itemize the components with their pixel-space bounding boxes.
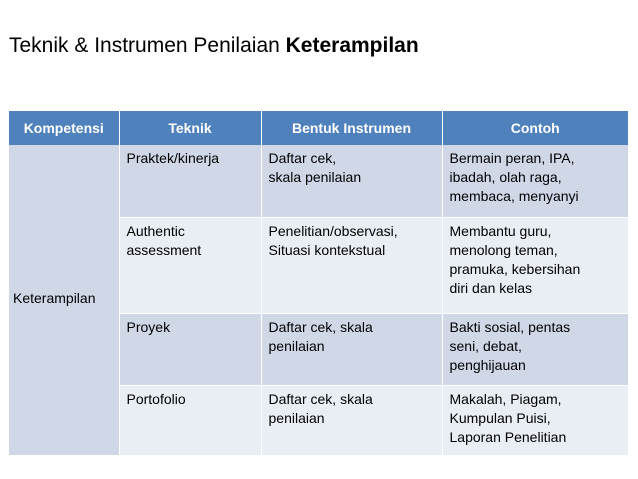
bentuk-line: skala penilaian bbox=[268, 169, 362, 185]
page-title bbox=[9, 33, 419, 59]
bentuk-line: Penelitian/observasi, bbox=[268, 222, 398, 239]
contoh-line: Bermain peran, IPA, bbox=[449, 150, 575, 166]
contoh-cell bbox=[442, 313, 628, 385]
header-kompetensi: Kompetensi bbox=[9, 111, 119, 145]
bentuk-line: penilaian bbox=[268, 337, 325, 354]
header-bentuk-instrumen: Bentuk Instrumen bbox=[261, 111, 442, 145]
contoh-line: Kumpulan Puisi, bbox=[449, 409, 551, 426]
title-bold: Keterampilan bbox=[285, 34, 419, 57]
bentuk-cell bbox=[261, 217, 442, 313]
contoh-line: Makalah, Piagam, bbox=[449, 390, 562, 407]
bentuk-line: Situasi kontekstual bbox=[268, 241, 386, 258]
contoh-cell bbox=[442, 385, 628, 455]
title-plain: Teknik & Instrumen Penilaian bbox=[9, 34, 286, 57]
bentuk-cell bbox=[261, 145, 442, 217]
contoh-line: menolong teman, bbox=[449, 241, 558, 258]
teknik-line: Praktek/kinerja bbox=[126, 150, 220, 166]
contoh-cell bbox=[442, 217, 628, 313]
contoh-cell bbox=[442, 145, 628, 217]
table-header-row bbox=[9, 111, 628, 145]
table-row bbox=[9, 145, 628, 217]
contoh-line: pramuka, kebersihan bbox=[449, 260, 581, 277]
kompetensi-cell: Keterampilan bbox=[9, 145, 119, 455]
teknik-cell bbox=[119, 385, 261, 455]
teknik-line: Proyek bbox=[126, 318, 171, 335]
contoh-line: Laporan Penelitian bbox=[449, 428, 567, 445]
contoh-line: diri dan kelas bbox=[449, 279, 532, 296]
teknik-line: Portofolio bbox=[126, 390, 186, 407]
teknik-cell bbox=[119, 217, 261, 313]
teknik-line: assessment bbox=[126, 241, 202, 258]
bentuk-line: penilaian bbox=[268, 409, 325, 426]
contoh-line: Bakti sosial, pentas bbox=[449, 318, 571, 335]
header-contoh: Contoh bbox=[442, 111, 628, 145]
contoh-line: Membantu guru, bbox=[449, 222, 552, 239]
contoh-line: seni, debat, bbox=[449, 337, 522, 354]
bentuk-cell bbox=[261, 313, 442, 385]
contoh-line: penghijauan bbox=[449, 356, 526, 373]
header-teknik: Teknik bbox=[119, 111, 261, 145]
teknik-cell bbox=[119, 145, 261, 217]
teknik-cell bbox=[119, 313, 261, 385]
bentuk-line: Daftar cek, skala bbox=[268, 390, 373, 407]
contoh-line: membaca, menyanyi bbox=[449, 188, 579, 204]
contoh-line: ibadah, olah raga, bbox=[449, 169, 562, 185]
bentuk-line: Daftar cek, skala bbox=[268, 318, 373, 335]
teknik-line: Authentic bbox=[126, 222, 185, 239]
bentuk-line: Daftar cek, bbox=[268, 150, 337, 166]
bentuk-cell bbox=[261, 385, 442, 455]
assessment-table bbox=[9, 111, 628, 456]
